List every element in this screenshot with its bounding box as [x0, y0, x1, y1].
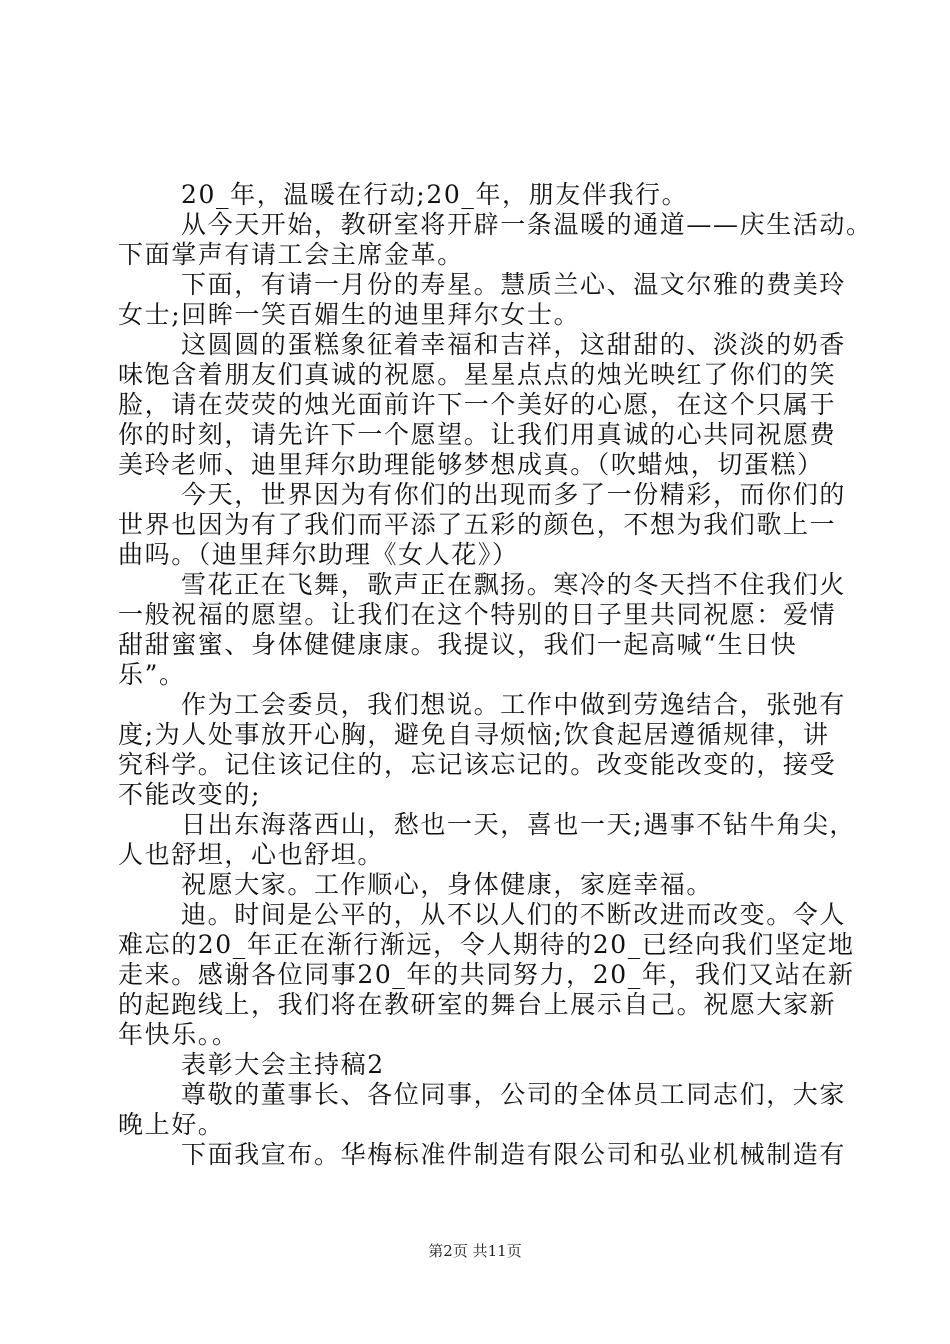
- text-line: 一般祝福的愿望。让我们在这个特别的日子里共同祝愿：爱情: [118, 600, 837, 629]
- text-line: 尊敬的董事长、各位同事，公司的全体员工同志们，大家: [181, 1080, 847, 1109]
- text-line: 女士;回眸一笑百媚生的迪里拜尔女士。: [118, 300, 581, 329]
- text-line: 究科学。记住该记住的，忘记该忘记的。改变能改变的，接受: [118, 750, 837, 779]
- text-line: 脸，请在荧荧的烛光面前许下一个美好的心愿，在这个只属于: [118, 390, 837, 419]
- text-line: 美玲老师、迪里拜尔助理能够梦想成真。（吹蜡烛，切蛋糕）: [118, 450, 824, 479]
- text-line: 年快乐。。: [118, 1020, 239, 1049]
- text-line: 作为工会委员，我们想说。工作中做到劳逸结合，张弛有: [181, 690, 847, 719]
- text-line: 今天，世界因为有你们的出现而多了一份精彩，而你们的: [181, 480, 847, 509]
- text-line: 乐”。: [118, 660, 186, 689]
- text-line: 甜甜蜜蜜、身体健健康康。我提议，我们一起高喊“生日快: [118, 630, 798, 659]
- text-line: 味饱含着朋友们真诚的祝愿。星星点点的烛光映红了你们的笑: [118, 360, 837, 389]
- text-line: 曲吗。（迪里拜尔助理《女人花》）: [118, 540, 519, 569]
- text-line: 晚上好。: [118, 1110, 225, 1139]
- text-line: 你的时刻，请先许下一个愿望。让我们用真诚的心共同祝愿费: [118, 420, 837, 449]
- page-number-footer: 第2页 共11页: [428, 1242, 522, 1260]
- text-line: 这圆圆的蛋糕象征着幸福和吉祥，这甜甜的、淡淡的奶香: [181, 330, 847, 359]
- section-heading: 表彰大会主持稿2: [181, 1050, 385, 1079]
- text-line: 雪花正在飞舞，歌声正在飘扬。寒冷的冬天挡不住我们火: [181, 570, 847, 599]
- text-line: 下面，有请一月份的寿星。慧质兰心、温文尔雅的费美玲: [181, 270, 847, 299]
- text-line: 走来。感谢各位同事20_年的共同努力，20_年，我们又站在新: [118, 960, 855, 989]
- text-line: 20_年，温暖在行动;20_年，朋友伴我行。: [181, 180, 689, 209]
- text-line: 难忘的20_年正在渐行渐远，令人期待的20_已经向我们坚定地: [118, 930, 855, 959]
- text-line: 日出东海落西山，愁也一天，喜也一天;遇事不钻牛角尖，: [181, 810, 857, 839]
- text-line: 下面掌声有请工会主席金革。: [118, 240, 464, 269]
- text-line: 度;为人处事放开心胸，避免自寻烦恼;饮食起居遵循规律，讲: [118, 720, 830, 749]
- text-line: 世界也因为有了我们而平添了五彩的颜色，不想为我们歌上一: [118, 510, 837, 539]
- text-line: 人也舒坦，心也舒坦。: [118, 840, 385, 869]
- text-line: 祝愿大家。工作顺心，身体健康，家庭幸福。: [181, 870, 714, 899]
- text-line: 从今天开始，教研室将开辟一条温暖的通道——庆生活动。: [181, 210, 873, 239]
- text-line: 下面我宣布。华梅标准件制造有限公司和弘业机械制造有: [181, 1140, 847, 1169]
- text-line: 不能改变的;: [118, 780, 262, 809]
- text-line: 的起跑线上，我们将在教研室的舞台上展示自己。祝愿大家新: [118, 990, 837, 1019]
- text-line: 迪。时间是公平的，从不以人们的不断改进而改变。令人: [181, 900, 847, 929]
